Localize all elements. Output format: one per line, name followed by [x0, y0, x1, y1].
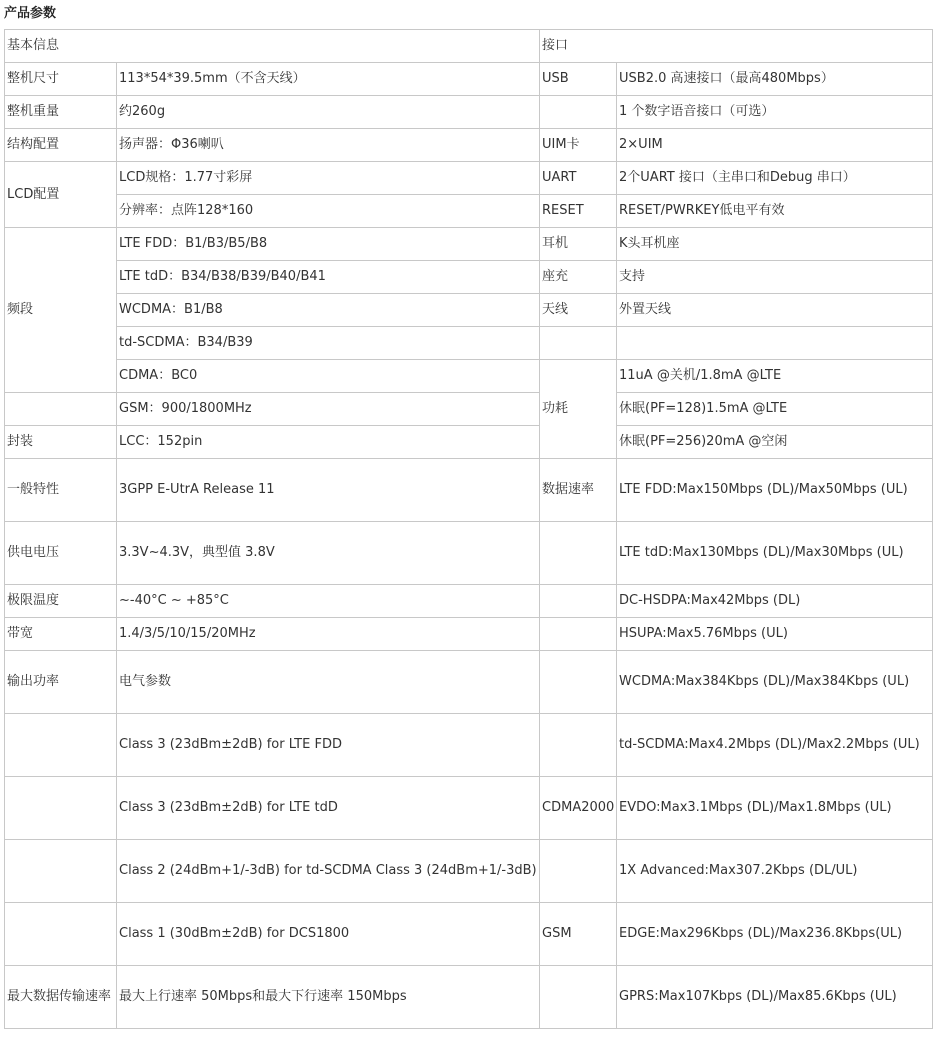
table-row — [5, 903, 933, 966]
interface-label — [540, 966, 617, 1029]
interface-value — [617, 327, 933, 360]
interface-value: 2个UART 接口（主串口和Debug 串口） — [617, 162, 933, 195]
interface-label — [540, 840, 617, 903]
interface-label — [540, 96, 617, 129]
interface-label — [540, 585, 617, 618]
table-row — [5, 777, 933, 840]
table-row — [5, 585, 933, 618]
table-row — [5, 261, 933, 294]
table-row — [5, 459, 933, 522]
table-row — [5, 966, 933, 1029]
row-value: Class 1 (30dBm±2dB) for DCS1800 — [117, 903, 540, 966]
row-label: 整机尺寸 — [5, 63, 117, 96]
row-value: WCDMA：B1/B8 — [117, 294, 540, 327]
interface-value: WCDMA:Max384Kbps (DL)/Max384Kbps (UL) — [617, 651, 933, 714]
row-label: 供电电压 — [5, 522, 117, 585]
interface-value: LTE FDD:Max150Mbps (DL)/Max50Mbps (UL) — [617, 459, 933, 522]
interface-label: GSM — [540, 903, 617, 966]
interface-label: 功耗 — [540, 360, 617, 459]
interface-value: 休眠(PF=128)1.5mA @LTE — [617, 393, 933, 426]
table-row — [5, 228, 933, 261]
interface-value: USB2.0 高速接口（最高480Mbps） — [617, 63, 933, 96]
row-value: 扬声器：Φ36喇叭 — [117, 129, 540, 162]
interface-value: EVDO:Max3.1Mbps (DL)/Max1.8Mbps (UL) — [617, 777, 933, 840]
interface-label: 数据速率 — [540, 459, 617, 522]
interface-label: RESET — [540, 195, 617, 228]
table-row — [5, 162, 933, 195]
table-row — [5, 714, 933, 777]
basic-info-header: 基本信息 — [5, 30, 540, 63]
interface-value: 11uA @关机/1.8mA @LTE — [617, 360, 933, 393]
row-value: GSM：900/1800MHz — [117, 393, 540, 426]
interface-label — [540, 327, 617, 360]
interface-label — [540, 618, 617, 651]
table-row — [5, 30, 933, 63]
interface-label: CDMA2000 — [540, 777, 617, 840]
interface-value: EDGE:Max296Kbps (DL)/Max236.8Kbps(UL) — [617, 903, 933, 966]
table-row — [5, 294, 933, 327]
row-value: 最大上行速率 50Mbps和最大下行速率 150Mbps — [117, 966, 540, 1029]
interface-label: 天线 — [540, 294, 617, 327]
interface-label — [540, 651, 617, 714]
row-value: 3GPP E-UtrA Release 11 — [117, 459, 540, 522]
table-row — [5, 840, 933, 903]
row-label: 输出功率 — [5, 651, 117, 714]
interface-value: K头耳机座 — [617, 228, 933, 261]
row-label: 一般特性 — [5, 459, 117, 522]
interface-label — [540, 714, 617, 777]
row-value: LCD规格：1.77寸彩屏 — [117, 162, 540, 195]
interface-value: RESET/PWRKEY低电平有效 — [617, 195, 933, 228]
row-value: 3.3V~4.3V，典型值 3.8V — [117, 522, 540, 585]
table-row — [5, 129, 933, 162]
row-value: LTE tdD：B34/B38/B39/B40/B41 — [117, 261, 540, 294]
table-row — [5, 426, 933, 459]
interface-value: 支持 — [617, 261, 933, 294]
interface-label: USB — [540, 63, 617, 96]
interface-value: HSUPA:Max5.76Mbps (UL) — [617, 618, 933, 651]
row-value: 电气参数 — [117, 651, 540, 714]
row-label: 结构配置 — [5, 129, 117, 162]
interface-value: GPRS:Max107Kbps (DL)/Max85.6Kbps (UL) — [617, 966, 933, 1029]
row-label: 最大数据传输速率 — [5, 966, 117, 1029]
row-value: CDMA：BC0 — [117, 360, 540, 393]
interface-value: 外置天线 — [617, 294, 933, 327]
interface-value: DC-HSDPA:Max42Mbps (DL) — [617, 585, 933, 618]
row-value: ~-40°C ~ +85°C — [117, 585, 540, 618]
row-label: 极限温度 — [5, 585, 117, 618]
row-value: 约260g — [117, 96, 540, 129]
row-value: 分辨率：点阵128*160 — [117, 195, 540, 228]
row-value: LTE FDD：B1/B3/B5/B8 — [117, 228, 540, 261]
table-row — [5, 651, 933, 714]
interface-value: 休眠(PF=256)20mA @空闲 — [617, 426, 933, 459]
interface-value: 1X Advanced:Max307.2Kbps (DL/UL) — [617, 840, 933, 903]
table-row — [5, 63, 933, 96]
spec-table — [4, 29, 933, 1029]
interface-value: 1 个数字语音接口（可选） — [617, 96, 933, 129]
row-label: 频段 — [5, 228, 117, 393]
row-label — [5, 777, 117, 840]
row-value: Class 3 (23dBm±2dB) for LTE tdD — [117, 777, 540, 840]
interface-label — [540, 522, 617, 585]
row-label — [5, 903, 117, 966]
interface-label: 耳机 — [540, 228, 617, 261]
interface-label: 座充 — [540, 261, 617, 294]
table-row — [5, 327, 933, 360]
table-row — [5, 96, 933, 129]
row-value: td-SCDMA：B34/B39 — [117, 327, 540, 360]
row-label: 封装 — [5, 426, 117, 459]
row-value: Class 2 (24dBm+1/-3dB) for td-SCDMA Class 3 (24dBm+1/-3dB) — [117, 840, 540, 903]
table-row — [5, 618, 933, 651]
interface-label: UIM卡 — [540, 129, 617, 162]
table-row — [5, 393, 933, 426]
row-label — [5, 393, 117, 426]
interface-header: 接口 — [540, 30, 933, 63]
section-title: 产品参数 — [4, 6, 57, 21]
interface-value: 2×UIM — [617, 129, 933, 162]
interface-value: td-SCDMA:Max4.2Mbps (DL)/Max2.2Mbps (UL) — [617, 714, 933, 777]
table-row — [5, 360, 933, 393]
row-value: Class 3 (23dBm±2dB) for LTE FDD — [117, 714, 540, 777]
row-value: 1.4/3/5/10/15/20MHz — [117, 618, 540, 651]
row-label: LCD配置 — [5, 162, 117, 228]
table-row — [5, 195, 933, 228]
interface-value: LTE tdD:Max130Mbps (DL)/Max30Mbps (UL) — [617, 522, 933, 585]
row-label: 带宽 — [5, 618, 117, 651]
row-label: 整机重量 — [5, 96, 117, 129]
row-label — [5, 840, 117, 903]
row-value: 113*54*39.5mm（不含天线） — [117, 63, 540, 96]
interface-label: UART — [540, 162, 617, 195]
row-value: LCC：152pin — [117, 426, 540, 459]
table-row — [5, 522, 933, 585]
row-label — [5, 714, 117, 777]
